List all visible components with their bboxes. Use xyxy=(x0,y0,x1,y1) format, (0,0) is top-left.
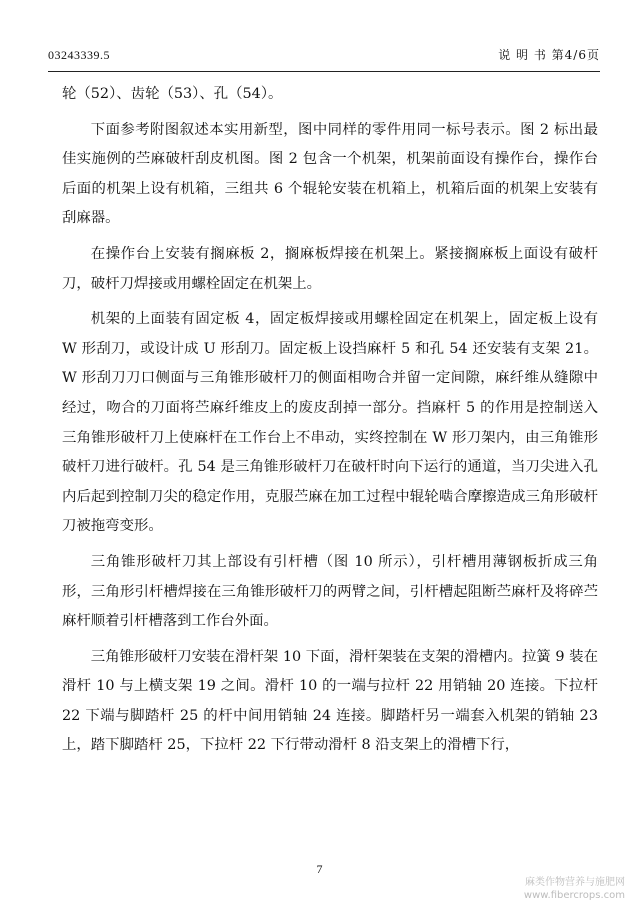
document-number: 03243339.5 xyxy=(48,48,110,62)
watermark-url: www.fibercrops.com xyxy=(523,890,625,901)
paragraph: 三角锥形破杆刀安装在滑杆架 10 下面，滑杆架装在支架的滑槽内。拉簧 9 装在滑杆 10 与上横支架 19 之间。滑杆 10 的一端与拉杆 22 用销轴 20 连接。下拉杆 22 下端与脚踏杆 25 的杆中间用销轴 24 连接。脚踏杆另一端套入机架的销轴 23 上，踏下脚踏杆 25，下拉杆 22 下行带动滑杆 8 沿支架上的滑槽下行， xyxy=(62,648,598,754)
watermark-site-name: 麻类作物营养与施肥网 xyxy=(525,877,625,888)
header-divider xyxy=(48,71,600,72)
page-info: 第4/6页 xyxy=(551,48,600,62)
page-header xyxy=(48,44,600,66)
paragraph: 三角锥形破杆刀其上部设有引杆槽（图 10 所示），引杆槽用薄钢板折成三角形，三角形引杆槽焊接在三角锥形破杆刀的两臂之间，引杆槽起阻断苎麻杆及将碎苎麻杆顺着引杆槽落到工作台外面。 xyxy=(62,553,598,630)
page-number: 7 xyxy=(316,862,323,876)
site-watermark xyxy=(475,876,625,902)
paragraph: 下面参考附图叙述本实用新型，图中同样的零件用同一标号表示。图 2 标出最佳实施例的苎麻破杆刮皮机图。图 2 包含一个机架，机架前面设有操作台，操作台后面的机架上设有机箱，三组共 6 个辊轮安装在机箱上，机箱后面的机架上安装有刮麻器。 xyxy=(62,121,598,227)
header-section-page xyxy=(498,44,600,66)
paragraph-continuation: 轮（52）、齿轮（53）、孔（54）。 xyxy=(62,86,283,102)
paragraph: 在操作台上安装有搁麻板 2，搁麻板焊接在机架上。紧接搁麻板上面设有破杆刀，破杆刀焊接或用螺栓固定在机架上。 xyxy=(62,245,598,292)
document-body xyxy=(62,80,598,767)
section-title: 说 明 书 xyxy=(498,48,547,62)
paragraph: 机架的上面装有固定板 4，固定板焊接或用螺栓固定在机架上，固定板上设有 W 形刮刀，或设计成 U 形刮刀。固定板上设挡麻杆 5 和孔 54 还安装有支架 21。W 形刮刀刀口侧面与三角锥形破杆刀的侧面相吻合并留一定间隙，麻纤维从缝隙中经过，吻合的刀面将苎麻纤维皮上的废皮刮掉一部分。挡麻杆 5 的作用是控制送入三角锥形破杆刀上使麻杆在工作台上不串动，实终控制在 W 形刀架内，由三角锥形破杆刀进行破杆。孔 54 是三角锥形破杆刀在破杆时向下运行的通道，当刀尖进入孔内后起到控制刀尖的稳定作用，克服苎麻在加工过程中辊轮啮合摩擦造成三角形破杆刀被拖弯变形。 xyxy=(62,311,598,535)
